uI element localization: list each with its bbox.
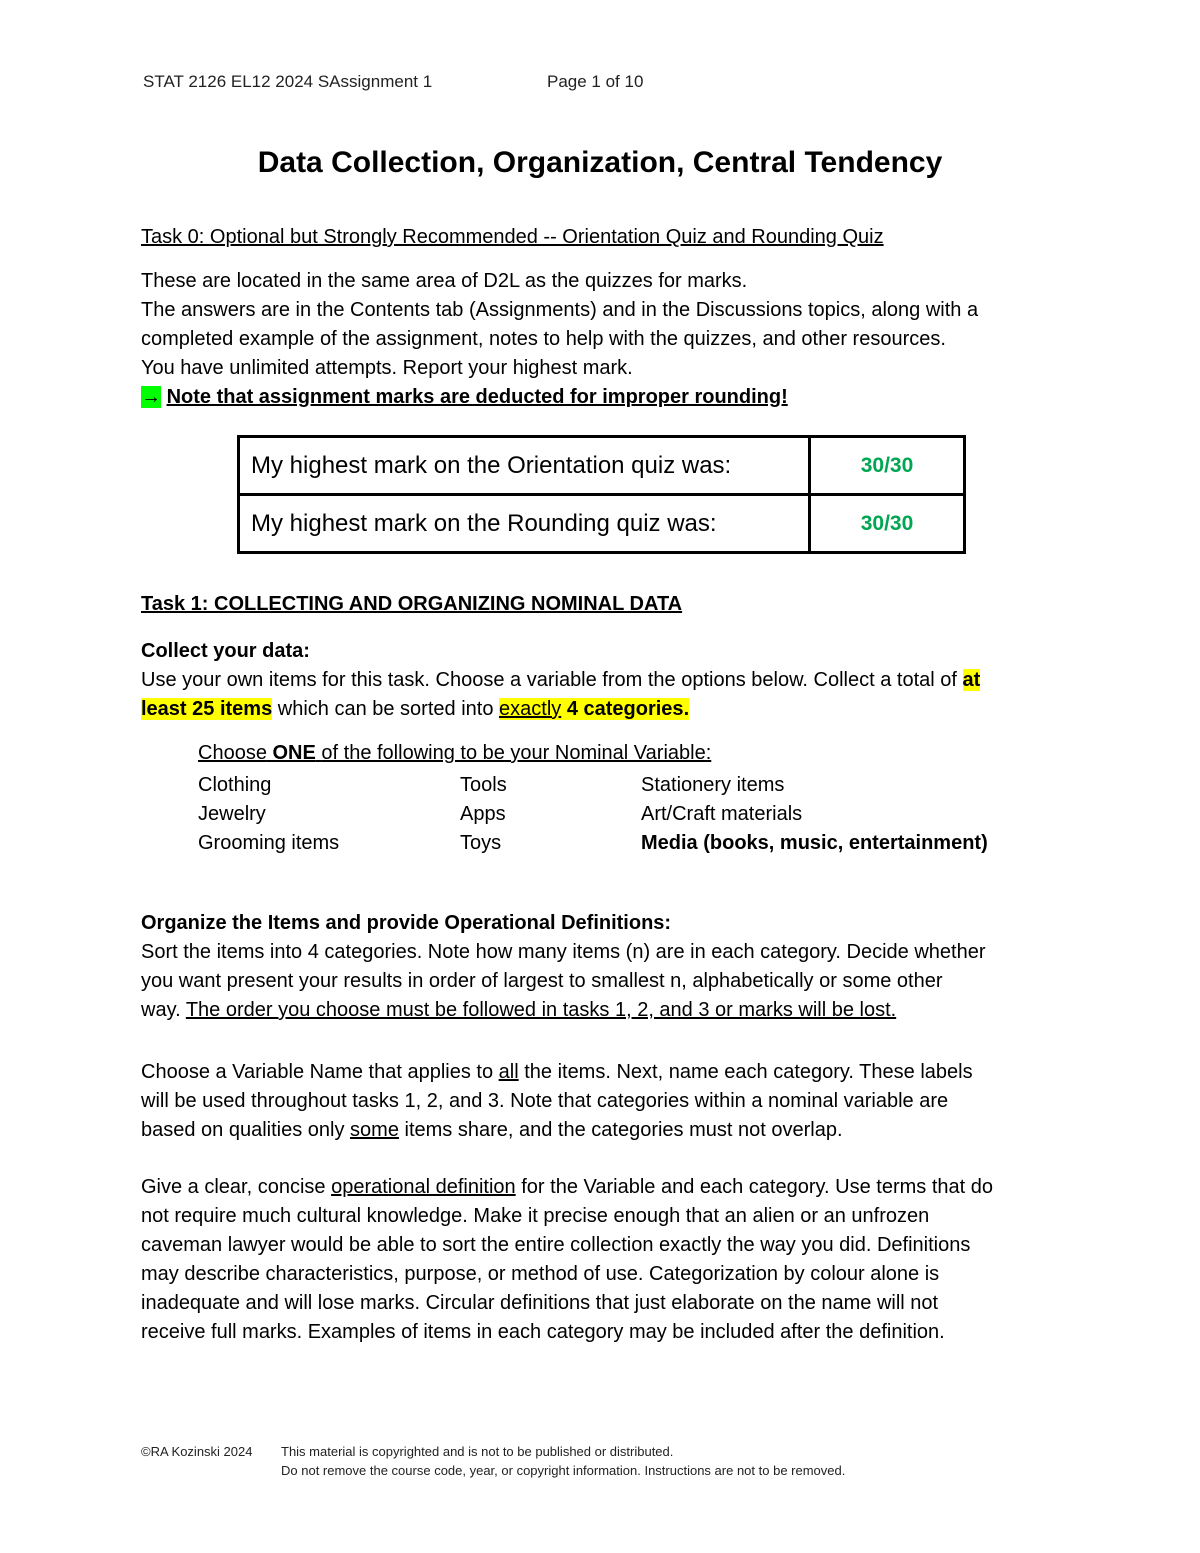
orientation-answer[interactable]: 30/30 [810,437,965,495]
task0-text [141,267,1071,412]
option-media-selected: Media (books, music, entertainment) [641,832,988,854]
organize-line3 [141,996,1071,1025]
variable-text: Choose a Variable Name that applies to [141,1061,494,1083]
collect-text: which can be sorted into [277,698,494,720]
arrow-icon: → [141,386,161,408]
collect-highlight: least 25 items [141,698,273,720]
list-item [198,829,1061,858]
task0-line3: completed example of the assignment, notes to help with the quizzes, and other resources. [141,328,946,350]
copyright-notice: ©RA Kozinski 2024 [141,1444,253,1459]
option-stationery: Stationery items [641,774,785,796]
page-footer [141,1442,845,1480]
variable-text: items share, and the categories must not overlap. [404,1119,843,1141]
definition-section [141,1173,1071,1347]
organize-text: way. [141,999,181,1021]
option-clothing: Clothing [198,774,272,796]
task0-section [141,223,1071,252]
definition-line1 [141,1173,1071,1202]
definition-emphasis: operational definition [331,1176,516,1198]
option-apps: Apps [460,803,506,825]
choose-emphasis: ONE [272,742,316,764]
collect-line1 [141,666,1071,695]
variable-line2: will be used throughout tasks 1, 2, and 3. Note that categories within a nominal variable are [141,1090,949,1112]
variable-emphasis: some [350,1119,399,1141]
rounding-question: My highest mark on the Rounding quiz was: [239,495,810,553]
footer-line2: Do not remove the course code, year, or copyright information. Instructions are not to be removed. [281,1463,846,1478]
variable-options [198,771,1061,858]
variable-name-section [141,1058,1071,1145]
task0-line2: The answers are in the Contents tab (Assignments) and in the Discussions topics, along with a [141,299,979,321]
task0-line4: You have unlimited attempts. Report your highest mark. [141,357,633,379]
variable-emphasis: all [498,1061,519,1083]
choose-text: of the following to be your Nominal Variable: [321,742,712,764]
organize-line2: you want present your results in order of largest to smallest n, alphabetically or some other [141,970,943,992]
option-toys: Toys [460,832,502,854]
collect-highlight: . [683,698,690,720]
definition-line2: not require much cultural knowledge. Make it precise enough that an alien or an unfrozen [141,1205,930,1227]
task0-line1: These are located in the same area of D2L as the quizzes for marks. [141,270,748,292]
organize-line1: Sort the items into 4 categories. Note how many items (n) are in each category. Decide whether [141,941,986,963]
document-title: Data Collection, Organization, Central Tendency [257,146,943,179]
collect-section [141,637,1071,724]
course-code: STAT 2126 EL12 2024 SAssignment 1 [143,72,433,91]
organize-warning: The order you choose must be followed in tasks 1, 2, and 3 or marks will be lost. [185,999,897,1021]
task0-note-line [141,383,1071,412]
definition-line5: inadequate and will lose marks. Circular definitions that just elaborate on the name will not [141,1292,939,1314]
definition-text: Give a clear, concise [141,1176,326,1198]
collect-line2 [141,695,1071,724]
variable-line1 [141,1058,1071,1087]
variable-text: based on qualities only [141,1119,345,1141]
organize-section [141,909,1071,1025]
definition-text: for the Variable and each category. Use terms that do [521,1176,993,1198]
table-row [239,437,965,495]
choose-text: Choose [198,742,267,764]
rounding-answer[interactable]: 30/30 [810,495,965,553]
task0-note: Note that assignment marks are deducted for improper rounding! [166,386,788,408]
option-grooming: Grooming items [198,832,340,854]
choose-instruction [198,739,1128,768]
list-item [198,800,1061,829]
variable-text: the items. Next, name each category. These labels [524,1061,973,1083]
page-number: Page 1 of 10 [547,72,644,91]
table-row [239,495,965,553]
definition-line4: may describe characteristics, purpose, or method of use. Categorization by colour alone is [141,1263,940,1285]
task1-section [141,590,1071,619]
collect-highlight: 4 categories [566,698,684,720]
collect-heading: Collect your data: [141,640,310,662]
collect-highlight: exactly [499,698,562,720]
variable-line3 [141,1116,1071,1145]
option-tools: Tools [460,774,507,796]
task1-heading: Task 1: COLLECTING AND ORGANIZING NOMINAL DATA [141,593,683,615]
page-header [143,72,644,92]
orientation-question: My highest mark on the Orientation quiz was: [239,437,810,495]
list-item [198,771,1061,800]
quiz-marks-table [237,435,966,554]
option-jewelry: Jewelry [198,803,266,825]
task0-heading: Task 0: Optional but Strongly Recommended -- Orientation Quiz and Rounding Quiz [141,226,884,248]
definition-line6: receive full marks. Examples of items in each category may be included after the definition. [141,1321,945,1343]
footer-line1: This material is copyrighted and is not to be published or distributed. [281,1444,674,1459]
collect-text: Use your own items for this task. Choose a variable from the options below. Collect a total of [141,669,957,691]
option-art-craft: Art/Craft materials [641,803,803,825]
definition-line3: caveman lawyer would be able to sort the entire collection exactly the way you did. Definitions [141,1234,971,1256]
collect-highlight: at [962,669,981,691]
organize-heading: Organize the Items and provide Operational Definitions: [141,912,672,934]
